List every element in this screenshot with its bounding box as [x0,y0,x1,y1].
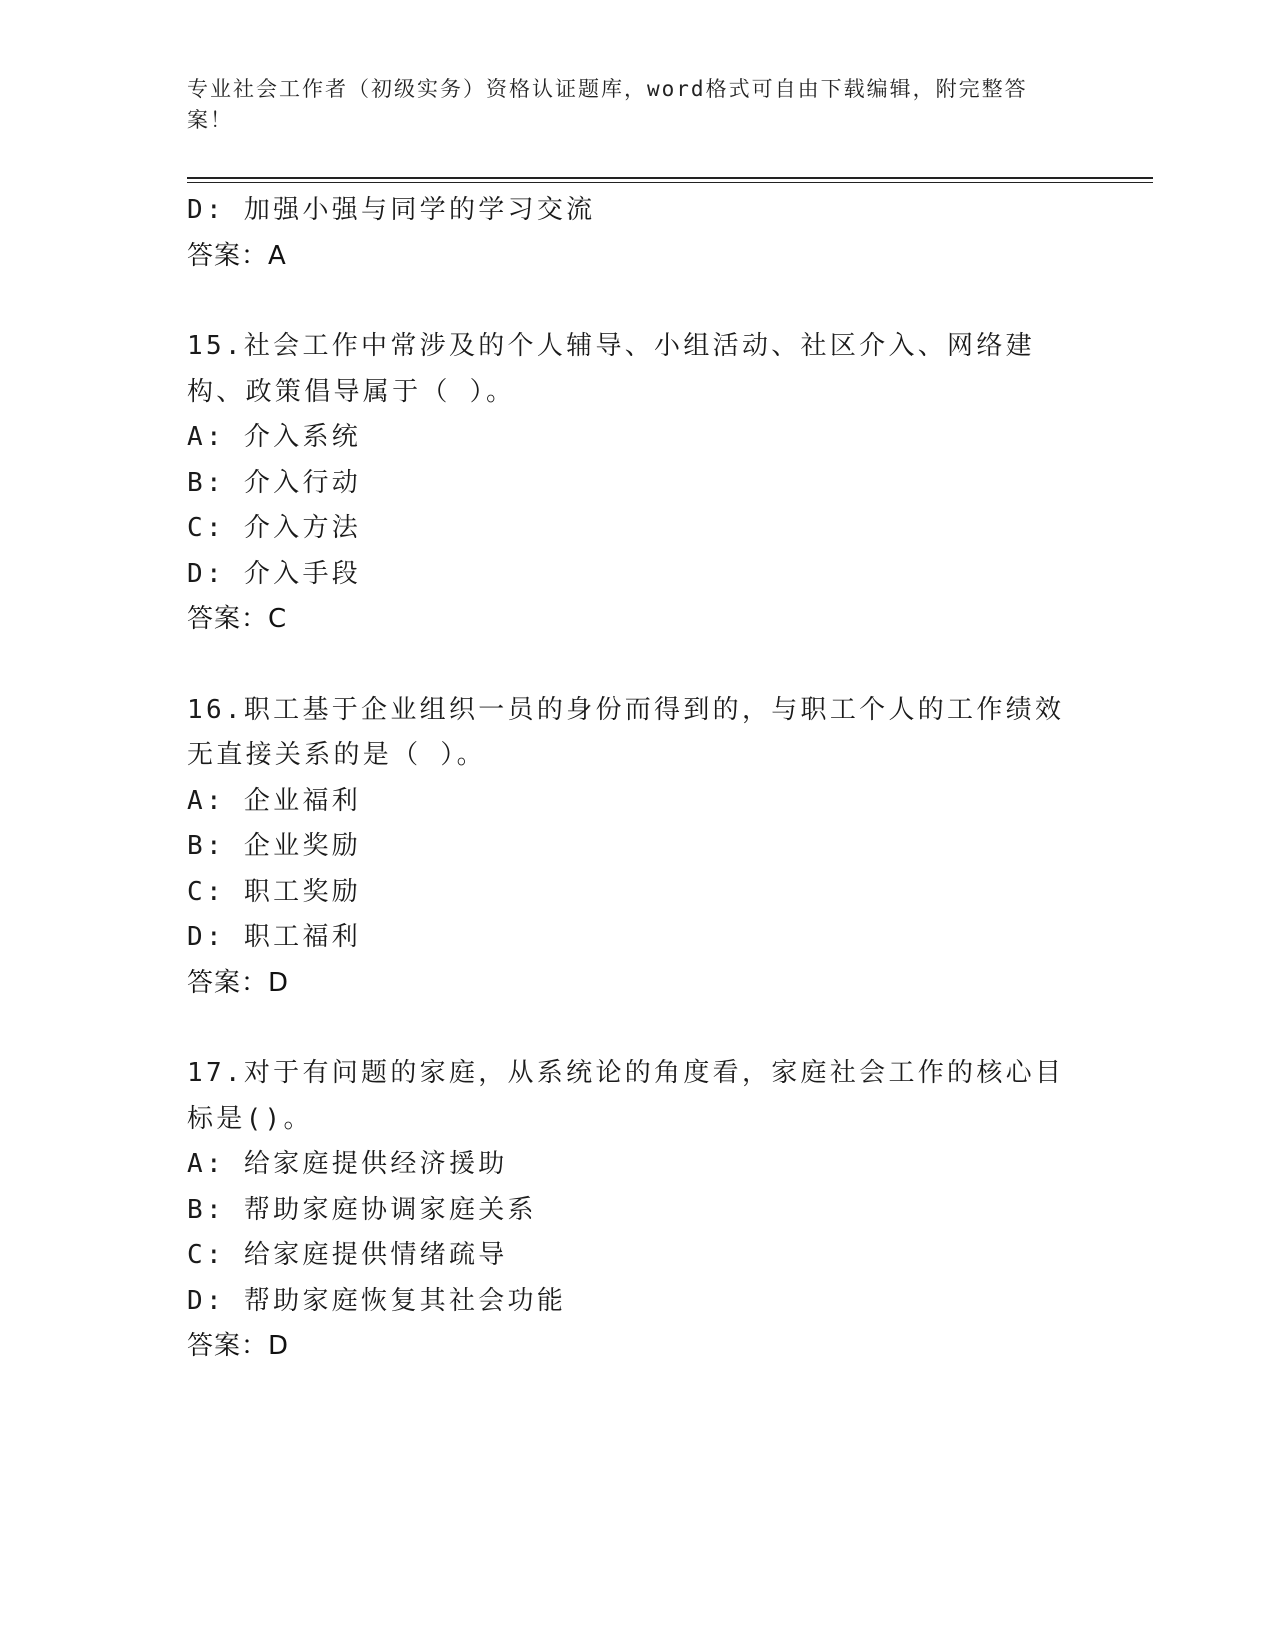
header-rule-thin [187,182,1153,183]
option-b: B: 企业奖励 [187,831,362,861]
question-stem: 17.对于有问题的家庭，从系统论的角度看，家庭社会工作的核心目标是()。 [187,1058,1065,1134]
option-a: A: 介入系统 [187,422,362,452]
option-c: C: 给家庭提供情绪疏导 [187,1240,508,1270]
option-a: A: 企业福利 [187,785,362,816]
question-17 [187,1051,1087,1370]
prev-answer: 答案：A [187,240,287,271]
answer: 答案：D [187,967,290,998]
option-c: C: 介入方法 [187,513,362,543]
question-stem: 16.职工基于企业组织一员的身份而得到的，与职工个人的工作绩效无直接关系的是（ ）。 [187,694,1065,770]
question-15 [187,324,1087,643]
option-a: A: 给家庭提供经济援助 [187,1149,508,1179]
option-c: C: 职工奖励 [187,876,362,907]
page-header: 专业社会工作者（初级实务）资格认证题库，word格式可自由下载编辑，附完整答案！ [187,77,1028,132]
answer: 答案：D [187,1331,290,1361]
option-d: D: 介入手段 [187,558,362,589]
option-d: D: 帮助家庭恢复其社会功能 [187,1285,567,1316]
header-rule-thick [187,177,1153,179]
prev-option-d: D: 加强小强与同学的学习交流 [187,195,596,225]
spacer [187,643,1087,688]
question-16 [187,688,1087,1007]
option-b: B: 介入行动 [187,467,362,498]
option-b: B: 帮助家庭协调家庭关系 [187,1194,537,1225]
answer: 答案：C [187,604,288,634]
spacer [187,1006,1087,1051]
document-body [187,188,1087,1370]
question-stem: 15.社会工作中常涉及的个人辅导、小组活动、社区介入、网络建构、政策倡导属于（ ）。 [187,331,1035,407]
option-d: D: 职工福利 [187,922,362,952]
spacer [187,279,1087,324]
